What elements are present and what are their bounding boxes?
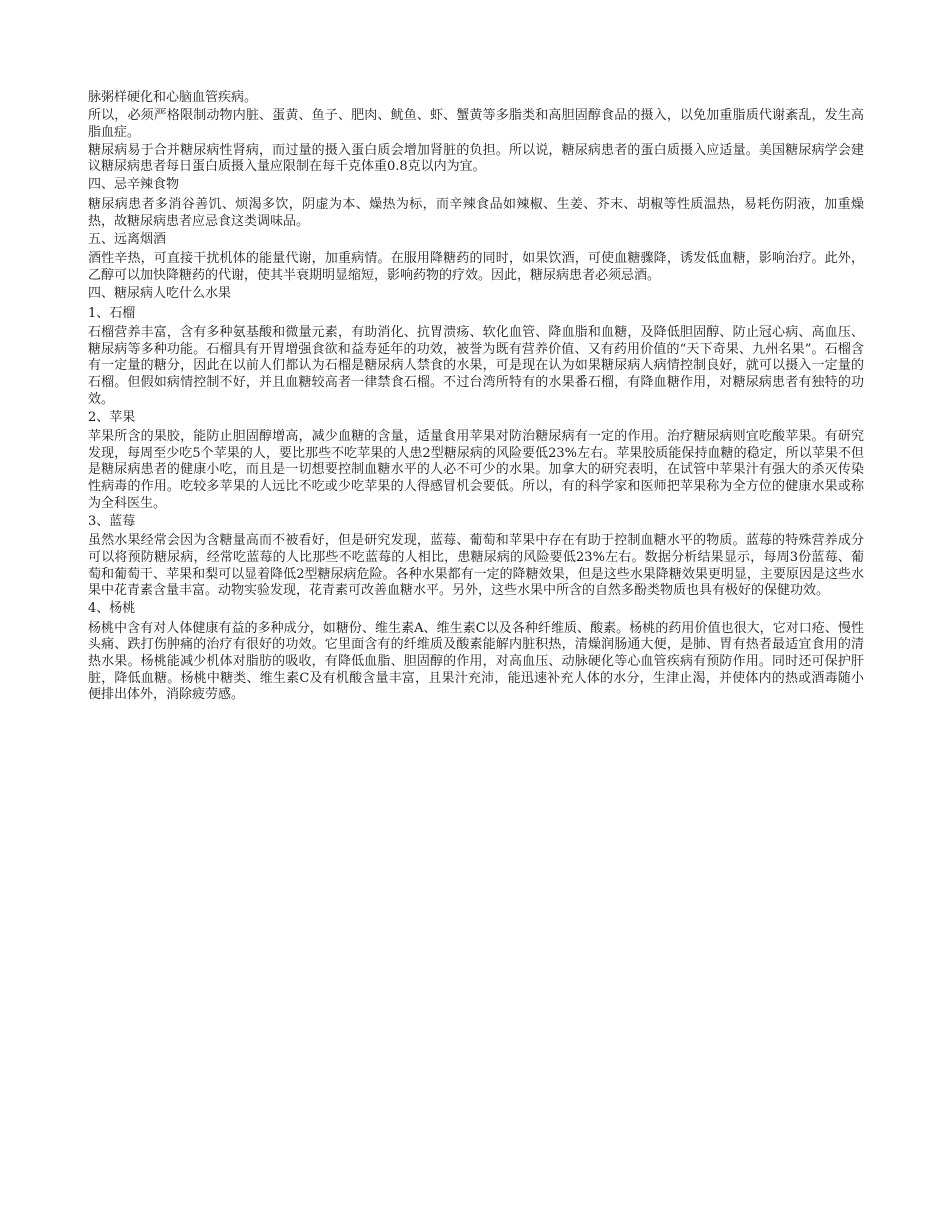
paragraph-text: 石榴营养丰富，含有多种氨基酸和微量元素，有助消化、抗胃溃疡、软化血管、降血脂和血糖，及降低胆固醇、防止冠心病、高血压、糖尿病等多种功能。石榴具有开胃增强食欲和益寿延年的功效，被誉为既有营养价值、又有药用价值的“天下奇果、九州名果”。石榴含有一定量的糖分，因此在以前人们都认为石榴是糖尿病人禁食的水果，可是现在认为如果糖尿病人病情控制良好，就可以摄入一定量的石榴。但假如病情控制不好，并且血糖较高者一律禁食石榴。不过台湾所特有的水果番石榴，有降血糖作用，对糖尿病患者有独特的功效。 xyxy=(88,325,864,407)
paragraph-text: 苹果所含的果胶，能防止胆固醇增高，减少血糖的含量，适量食用苹果对防治糖尿病有一定的作用。治疗糖尿病则宜吃酸苹果。有研究发现，每周至少吃5个苹果的人，要比那些不吃苹果的人患2型糖尿病的风险要低23%左右。苹果胶质能保持血糖的稳定，所以苹果不但是糖尿病患者的健康小吃，而且是一切想要控制血糖水平的人必不可少的水果。加拿大的研究表明，在试管中苹果汁有强大的杀灭传染性病毒的作用。吃较多苹果的人远比不吃或少吃苹果的人得感冒机会要低。所以，有的科学家和医师把苹果称为全方位的健康水果或称为全科医生。 xyxy=(88,429,864,511)
subsection-heading: 4、杨桃 xyxy=(88,601,136,617)
section-heading: 四、糖尿病人吃什么水果 xyxy=(88,286,232,302)
paragraph-text: 糖尿病患者多消谷善饥、烦渴多饮，阴虚为本、燥热为标，而辛辣食品如辣椒、生姜、芥末、胡椒等性质温热，易耗伤阴液，加重燥热，故糖尿病患者应忌食这类调味品。 xyxy=(88,197,864,229)
paragraph-text: 酒性辛热，可直接干扰机体的能量代谢，加重病情。在服用降糖药的同时，如果饮酒，可使血糖骤降，诱发低血糖，影响治疗。此外，乙醇可以加快降糖药的代谢，使其半衰期明显缩短，影响药物的疗效。因此，糖尿病患者必须忌酒。 xyxy=(88,251,864,283)
paragraph-text: 所以，必须严格限制动物内脏、蛋黄、鱼子、肥肉、鱿鱼、虾、蟹黄等多脂类和高胆固醇食品的摄入，以免加重脂质代谢紊乱，发生高脂血症。 xyxy=(88,108,864,140)
subsection-heading: 1、石榴 xyxy=(88,305,136,321)
section-heading: 四、忌辛辣食物 xyxy=(88,177,180,193)
section-heading: 五、远离烟酒 xyxy=(88,231,167,247)
paragraph-text: 杨桃中含有对人体健康有益的多种成分，如糖份、维生素A、维生素C以及各种纤维质、酸素。杨桃的药用价值也很大，它对口疮、慢性头痛、跌打伤肿痛的治疗有很好的功效。它里面含有的纤维质及酸素能解内脏积热，清燥润肠通大便，是肺、胃有热者最适宜食用的清热水果。杨桃能减少机体对脂肪的吸收，有降低血脂、胆固醇的作用，对高血压、动脉硬化等心血管疾病有预防作用。同时还可保护肝脏，降低血糖。杨桃中糖类、维生素C及有机酸含量丰富，且果汁充沛，能迅速补充人体的水分，生津止渴，并使体内的热或酒毒随小便排出体外，消除疲劳感。 xyxy=(88,620,864,703)
paragraph-text: 虽然水果经常会因为含糖量高而不被看好，但是研究发现，蓝莓、葡萄和苹果中存在有助于控制血糖水平的物质。蓝莓的特殊营养成分可以将预防糖尿病，经常吃蓝莓的人比那些不吃蓝莓的人相比，患糖尿病的风险要低23%左右。数据分析结果显示，每周3份蓝莓、葡萄和葡萄干、苹果和梨可以显着降低2型糖尿病危险。各种水果都有一定的降糖效果，但是这些水果降糖效果更明显，主要原因是这些水果中花青素含量丰富。动物实验发现，花青素可改善血糖水平。另外，这些水果中所含的自然多酚类物质也具有极好的保健功效。 xyxy=(88,533,864,599)
paragraph-text: 脉粥样硬化和心脑血管疾病。 xyxy=(88,90,258,105)
subsection-heading: 2、苹果 xyxy=(88,409,136,425)
document-body xyxy=(88,90,864,705)
paragraph-text: 糖尿病易于合并糖尿病性肾病，而过量的摄入蛋白质会增加肾脏的负担。所以说，糖尿病患者的蛋白质摄入应适量。美国糖尿病学会建议糖尿病患者每日蛋白质摄入量应限制在每千克体重0.8克以内为宜。 xyxy=(88,142,864,175)
subsection-heading: 3、蓝莓 xyxy=(88,513,136,529)
